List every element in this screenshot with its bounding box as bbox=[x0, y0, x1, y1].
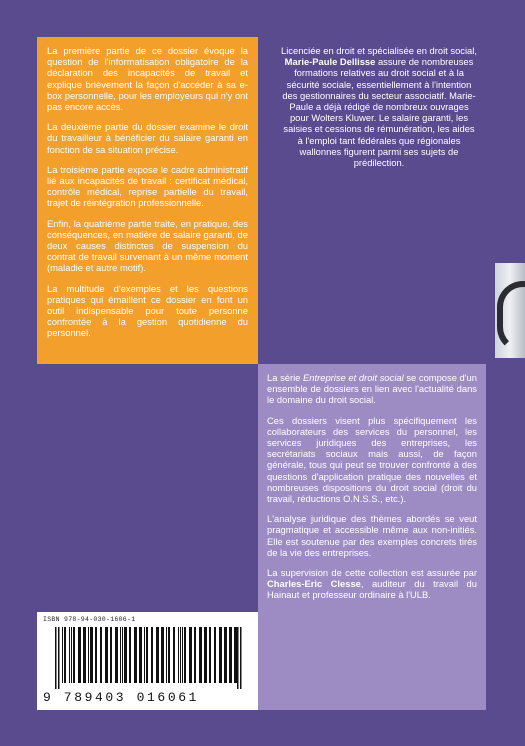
author-bio bbox=[266, 37, 486, 176]
summary-paragraph-5: La multitude d'exemples et les questions pratiques qui émaillent ce dossier en font un outil indispensable pour toute personne confrontée à la gestion quotidienne du personnel. bbox=[47, 282, 248, 339]
author-bio-text bbox=[280, 45, 478, 168]
summary-paragraph-2: La deuxième partie du dossier examine le droit du travailleur à bénéficier du salaire garanti en fonction de sa situation précise. bbox=[47, 121, 248, 155]
summary-panel bbox=[37, 37, 258, 364]
supervisor-details: , auditeur du travail du Hainaut et professeur ordinaire à l'ULB. bbox=[267, 578, 477, 601]
series-intro: La série bbox=[267, 372, 304, 383]
supervision-intro: La supervision de cette collection est assurée par bbox=[267, 567, 477, 579]
barcode-graphic bbox=[43, 627, 252, 689]
barcode-bars bbox=[43, 627, 252, 689]
series-paragraph-2: Ces dossiers visent plus spécifiquement les collaborateurs des services du personnel, les services juridiques des entreprises, les secrétariats sociaux mais aussi, de façon générale, tous qui peut se trouver confronté à des questions d'application pratique des nouvelles et nombreuses dispositions du droit social (droit du travail, réductions O.N.S.S., etc.). bbox=[267, 414, 477, 505]
series-title: Entreprise et droit social bbox=[303, 372, 404, 383]
series-panel bbox=[258, 364, 486, 710]
series-paragraph-1 bbox=[267, 372, 477, 406]
author-name: Marie-Paule Dellisse bbox=[284, 56, 376, 68]
author-intro: Licenciée en droit et spécialisée en droit social, bbox=[281, 45, 477, 56]
series-paragraph-3: L'analyse juridique des thèmes abordés se veut pragmatique et accessible même aux non-initiés. Elle est soutenue par des exemples concrets tirés de la vie des entreprises. bbox=[267, 513, 477, 558]
summary-paragraph-1: La première partie de ce dossier évoque la question de l'informatisation obligatoire de la déclaration des incapacités de travail et explique brièvement la façon d'accéder à sa e-box personnelle, pour les employeurs qui n'y ont pas encore accès. bbox=[47, 45, 248, 113]
supervisor-name: Charles-Eric Clesse bbox=[267, 578, 361, 590]
summary-paragraph-4: Enfin, la quatrième partie traite, en pratique, des conséquences, en matière de salaire garanti, de deux causes distinctes de suspension du contrat de travail survenant à un même moment (maladie et autre motif). bbox=[47, 217, 248, 274]
isbn-label: ISBN 978-94-030-1606-1 bbox=[43, 616, 136, 623]
isbn-digits: 9 789403 016061 bbox=[43, 690, 200, 705]
stethoscope-image bbox=[497, 281, 525, 353]
cover-photo-fragment bbox=[495, 263, 525, 358]
summary-paragraph-3: La troisième partie expose le cadre administratif lié aux incapacités de travail : certificat médical, contrôle médical, reprise partielle du travail, trajet de réintégration professionnelle. bbox=[47, 163, 248, 209]
series-paragraph-4 bbox=[267, 567, 477, 601]
series-intro-rest: se compose d'un ensemble de dossiers en lien avec l'actualité dans le domaine du droit social. bbox=[267, 372, 477, 406]
author-rest: assure de nombreuses formations relatives au droit social et à la sécurité sociale, essentiellement à l'intention des gestionnaires du secteur associatif. Marie-Paule a déjà rédigé de nombreux ouvrages pour Wolters Kluwer. Le salaire garanti, les saisies et cessions de rémunération, les aides à l'emploi tant fédérales que régionales wallonnes figurent parmi ses sujets de prédilection. bbox=[282, 56, 476, 169]
barcode bbox=[37, 612, 258, 710]
